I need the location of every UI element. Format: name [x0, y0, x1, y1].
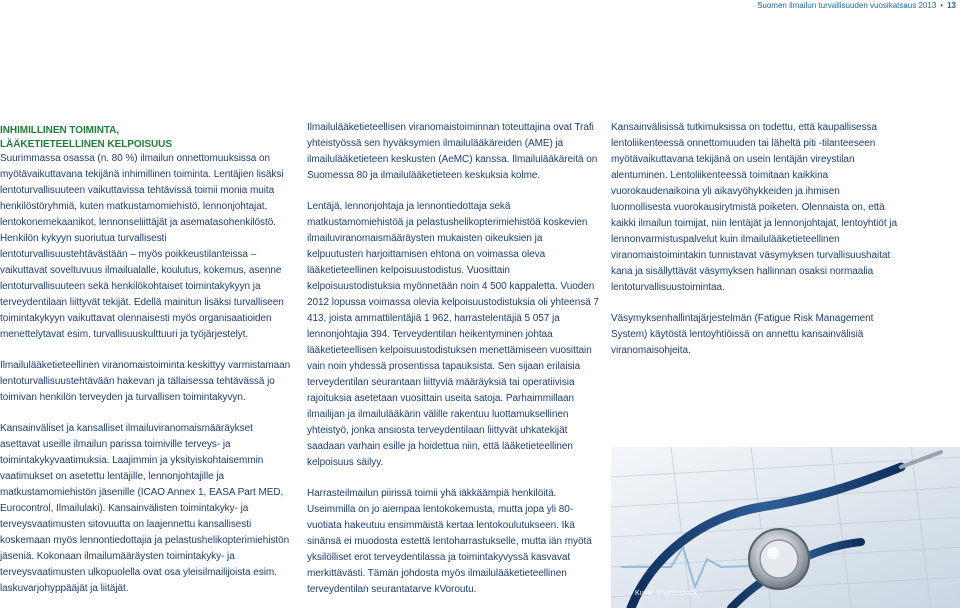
text-column-2 [307, 120, 599, 613]
stethoscope-photo [611, 447, 960, 608]
paragraph: Lentäjä, lennonjohtaja ja lennontiedottaja sekä matkustamomiehistöä ja pelastushelikopterimiehistöä koskevien ilmailuviranomaismääräysten mukaisten oikeuksien ja kelpuutusten harjoittamisen ehtona on voimassa oleva lääketieteellinen kelpoisuustodistus. Vuosittain kelpoisuustodistuksia myönnetään noin 4 500 kappaletta. Vuoden 2012 lopussa voimassa olevia kelpoisuustodistuksia oli yhteensä 7 413, joista ammattilentäjiä 1 962, harrastelentäjiä 5 057 ja lennonjohtajia 394. Terveydentilan heikentyminen johtaa lääketieteellisen kelpoisuustodistuksen menettämiseen vuosittain vain noin yhdessä prosentissa tapauksista. Sen sijaan erilaisia terveydentilan seurantaan liittyviä määräyksiä tai operatiivisia rajoituksia asetetaan vuosittain useita satoja. Parhaimmillaan ilmailijan ja ilmailulääkärin välille rakentuu luottamuksellinen yhteistyö, jonka ansiosta terveydentilaan liittyvät uhkatekijät saadaan varhain esille ja hoidettua niin, että lääketieteellinen kelpoisuus säilyy. [307, 201, 599, 468]
text-column-1 [0, 120, 292, 612]
paragraph: Kansainvälisissä tutkimuksissa on todettu, että kaupallisessa lentoliikenteessä onnettomuuden tai läheltä piti -tilanteeseen myötävaikuttavana tekijänä on usein lentäjän vireystilan alentuminen. Lentoliikenteessä toimitaan kaikkina vuorokaudenaikoina yli aikavyöhykkeiden ja ihmisen luonnollisesta vuorokausirytmistä poiketen. Olennaista on, että kaikki ilmailun toimijat, niin lentäjät ja lennonjohtajat, lentoyhtiöt ja lennonvarmistuspalvelut kuin ilmailulääketieteellinen viranomaistoimintakin tunnistavat väsymyksen turvallisuushaitat kana ja sisällyttävät väsymyksen hallinnan osaksi normaalia lentoturvallisuustoimintaa. [611, 122, 897, 293]
text-column-3 [611, 120, 901, 374]
paragraph: Ilmailulääketieteellinen viranomaistoiminta keskittyy varmistamaan lentoturvallisuustehtävään hakevan ja tällaisessa tehtävässä jo toimivan henkilön terveyden ja turvallisen toimintakyvyn. [0, 360, 291, 403]
stethoscope-illustration [611, 447, 960, 608]
paragraph: Kansainväliset ja kansalliset ilmailuviranomaismääräykset asettavat useille ilmailun parissa toimiville terveys- ja toimintakykyvaatimuksia. Laajimmin ja yksityiskohtaisemmin vaatimukset on asetettu lentäjille, lennonjohtajille ja matkustamomiehistön jäsenille (ICAO Annex 1, EASA Part MED, Eurocontrol, Ilmailulaki). Kansainvälisten toimintakyky- ja terveysvaatimusten sitovuutta on laajennettu kansallisesti koskemaan myös lennontiedottajia ja pelastushelikopterimiehistön jäseniä. Kokonaan ilmailumääräysten toimintakyky- ja terveysvaatimusten ulkopuolella ovat osa yleisilmailijoista esim. laskuvarjohyppääjät ja liitäjät. [0, 423, 290, 594]
paragraph: Harrasteilmailun piirissä toimii yhä iäkkäämpiä henkilöitä. Useimmilla on jo aiempaa lentokokemusta, mutta jopa yli 80-vuotiata hakeutuu ensimmäistä kertaa lentokoulutukseen. Ikä sinänsä ei muodosta estettä lentoharrastukselle, mutta iän myötä yksilölliset erot terveydentilassa ja toimintakyvyssä kasvavat merkittävästi. Tämän johdosta myös ilmailulääketieteellinen terveydentilan seurantatarve kVoroutu. [307, 488, 592, 595]
header-separator: • [940, 1, 944, 10]
publication-title: Suomen ilmailun turvallisuuden vuosikatsaus 2013 [757, 1, 937, 10]
section-heading-line-1: INHIMILLINEN TOIMINTA, [0, 125, 120, 136]
paragraph: Suurimmassa osassa (n. 80 %) ilmailun onnettomuuksissa on myötävaikuttavana tekijänä inhimillinen toiminta. Lentäjien lisäksi lentoturvallisuuteen vaikuttavissa tehtävissä toimii monia muita henkilöstöryhmiä, kuten matkustamomiehistö, lennonjohtajat, lentokonemekaanikot, lennonseliittäjät ja asematasohenkilöstö. Henkilön kykyyn suoriutua turvallisesti lentoturvallisuustehtävästään – myös poikkeustilanteissa – vaikuttavat soveltuvuus ilmailualalle, koulutus, kokemus, asenne lentoturvallisuuteen sekä henkilökohtaiset toimintakykyyn ja terveydentilaan liittyvät tekijät. Edellä mainitun lisäksi turvalliseen toimintakykyyn vaikuttavat olennaisesti myös organisaatioiden menettelytavat esim. turvallisuuskulttuuri ja työjärjestelyt. [0, 153, 284, 340]
running-header [757, 0, 956, 12]
section-heading [0, 124, 292, 151]
page-number: 13 [947, 1, 956, 10]
section-heading-line-2: LÄÄKETIETEELLINEN KELPOISUUS [0, 138, 172, 150]
photo-credit: Kuva: Shutterstock [635, 590, 698, 597]
paragraph: Väsymyksenhallintajärjestelmän (Fatigue Risk Management System) käytöstä lentoyhtiöissä on annettu kansainvälisiä viranomaisohjeita. [611, 313, 874, 356]
paragraph: Ilmailulääketieteellisen viranomaistoiminnan toteuttajina ovat Trafi yhteistyössä sen hyväksymien ilmailulääkäreiden (AME) ja ilmailulääketieteen keskusten (AeMC) kanssa. Ilmailulääkäreitä on Suomessa 80 ja ilmailulääketieteen keskuksia kolme. [307, 122, 598, 181]
